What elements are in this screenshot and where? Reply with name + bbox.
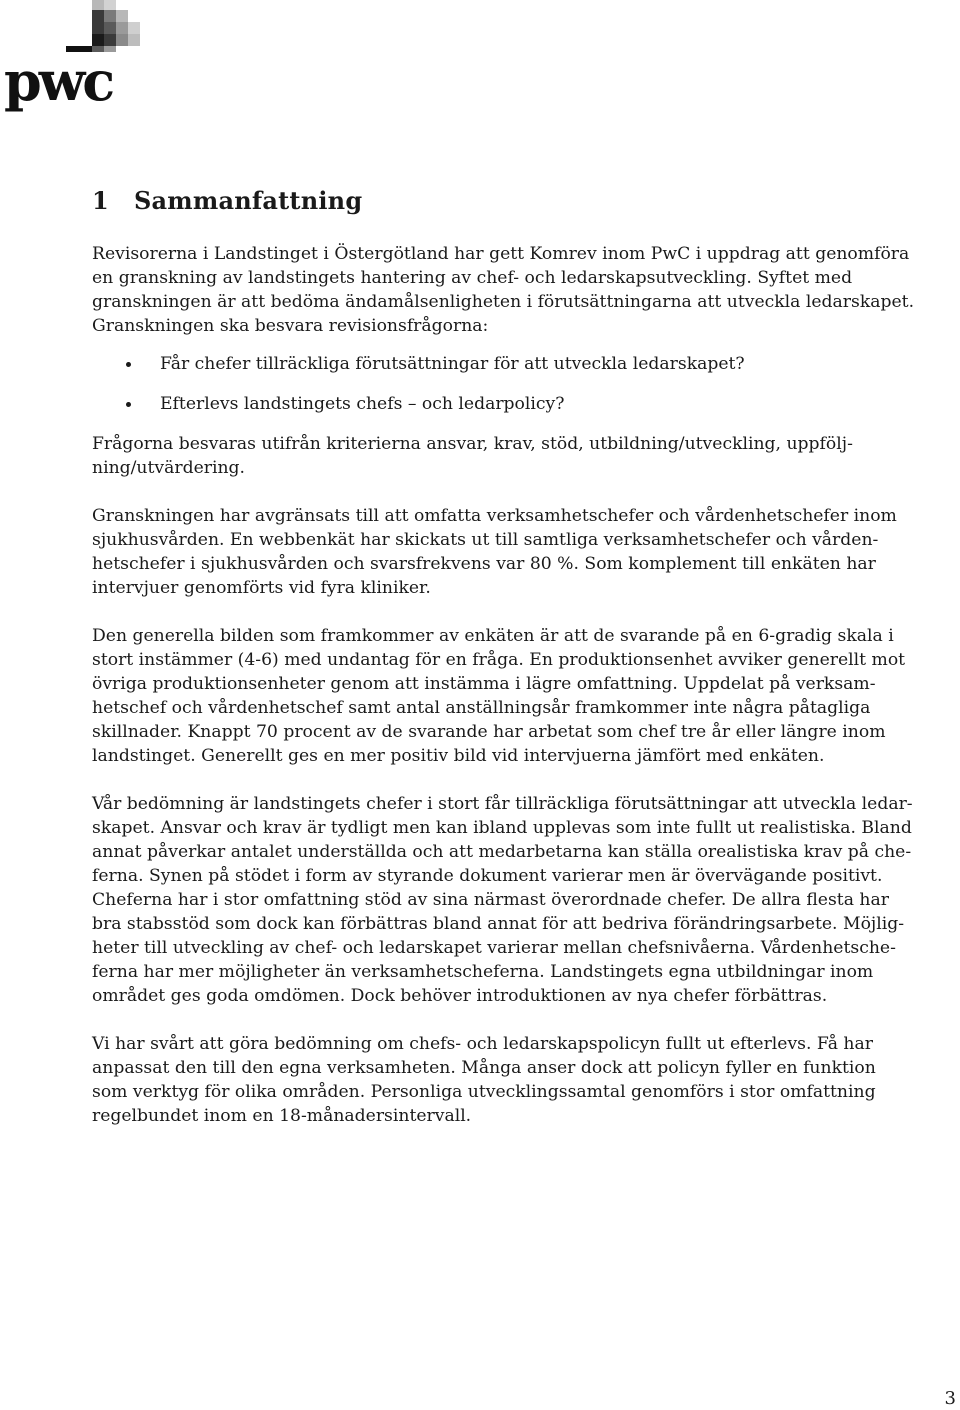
text-line: Frågorna besvaras utifrån kriterierna ansvar, krav, stöd, utbildning/utveckling, uppfölj- [92, 434, 853, 454]
svg-text:pwc: pwc [4, 49, 113, 113]
text-line: som verktyg för olika områden. Personliga utvecklingssamtal genomförs i stor omfattning [92, 1082, 876, 1102]
text-line: Den generella bilden som framkommer av enkäten är att de svarande på en 6-gradig skala i [92, 626, 894, 646]
text-line: heter till utveckling av chef- och ledarskapet varierar mellan chefsnivåerna. Vårdenhetsche- [92, 938, 896, 958]
list-item: Får chefer tillräckliga förutsättningar för att utveckla ledarskapet? [92, 352, 960, 376]
text-line: Granskningen har avgränsats till att omfatta verksamhetschefer och vårdenhetschefer inom [92, 506, 897, 526]
pwc-logo [0, 0, 160, 120]
text-line: skapet. Ansvar och krav är tydligt men kan ibland upplevas som inte fullt ut realistiska. Bland [92, 818, 912, 838]
paragraph-policy [92, 1032, 960, 1128]
question-list [92, 352, 960, 416]
text-line: landstinget. Generellt ges en mer positiv bild vid intervjuerna jämfört med enkäten. [92, 746, 825, 766]
paragraph-survey-results [92, 624, 960, 768]
document-body [92, 184, 960, 1152]
section-title: Sammanfattning [134, 186, 363, 215]
section-heading [92, 184, 960, 218]
paragraph-assessment [92, 792, 960, 1008]
text-line: regelbundet inom en 18-månadersintervall. [92, 1106, 472, 1126]
text-line: Vi har svårt att göra bedömning om chefs- och ledarskapspolicyn fullt ut efterlevs. Få har [92, 1034, 873, 1054]
text-line: hetschefer i sjukhusvården och svarsfrekvens var 80 %. Som komplement till enkäten har [92, 554, 876, 574]
text-line: intervjuer genomförts vid fyra kliniker. [92, 578, 431, 598]
text-line: skillnader. Knappt 70 procent av de svarande har arbetat som chef tre år eller längre inom [92, 722, 886, 742]
pwc-logo-mark [0, 0, 160, 120]
text-line: hetschef och vårdenhetschef samt antal anställningsår framkommer inte några påtagliga [92, 698, 871, 718]
paragraph-criteria [92, 432, 960, 480]
text-line: en granskning av landstingets hantering av chef- och ledarskapsutveckling. Syftet med [92, 268, 853, 288]
text-line: Vår bedömning är landstingets chefer i stort får tillräckliga förutsättningar att utveckla ledar- [92, 794, 913, 814]
text-line: Revisorerna i Landstinget i Östergötland har gett Komrev inom PwC i uppdrag att genomföra [92, 244, 910, 264]
text-line: granskningen är att bedöma ändamålsenligheten i förutsättningarna att utveckla ledarskapet. [92, 292, 915, 312]
text-line: stort instämmer (4-6) med undantag för en fråga. En produktionsenhet avviker generellt mot [92, 650, 906, 670]
paragraph-intro [92, 242, 960, 338]
text-line: övriga produktionsenheter genom att instämma i lägre omfattning. Uppdelat på verksam- [92, 674, 876, 694]
text-line: annat påverkar antalet underställda och att medarbetarna kan ställa orealistiska krav på che- [92, 842, 912, 862]
text-line: bra stabsstöd som dock kan förbättras bland annat för att bedriva förändringsarbete. Möjlig- [92, 914, 905, 934]
list-item: Efterlevs landstingets chefs – och ledarpolicy? [92, 392, 960, 416]
text-line: anpassat den till den egna verksamheten. Många anser dock att policyn fyller en funktion [92, 1058, 876, 1078]
section-number: 1 [92, 186, 109, 215]
text-line: Granskningen ska besvara revisionsfrågorna: [92, 316, 489, 336]
text-line: området ges goda omdömen. Dock behöver introduktionen av nya chefer förbättras. [92, 986, 828, 1006]
text-line: Cheferna har i stor omfattning stöd av sina närmast överordnade chefer. De allra flesta har [92, 890, 889, 910]
paragraph-scope [92, 504, 960, 600]
text-line: sjukhusvården. En webbenkät har skickats ut till samtliga verksamhetschefer och vården- [92, 530, 879, 550]
text-line: ning/utvärdering. [92, 458, 246, 478]
text-line: ferna har mer möjligheter än verksamhetscheferna. Landstingets egna utbildningar inom [92, 962, 874, 982]
text-line: ferna. Synen på stödet i form av styrande dokument varierar men är övervägande positivt. [92, 866, 883, 886]
page-number: 3 [944, 1388, 956, 1409]
